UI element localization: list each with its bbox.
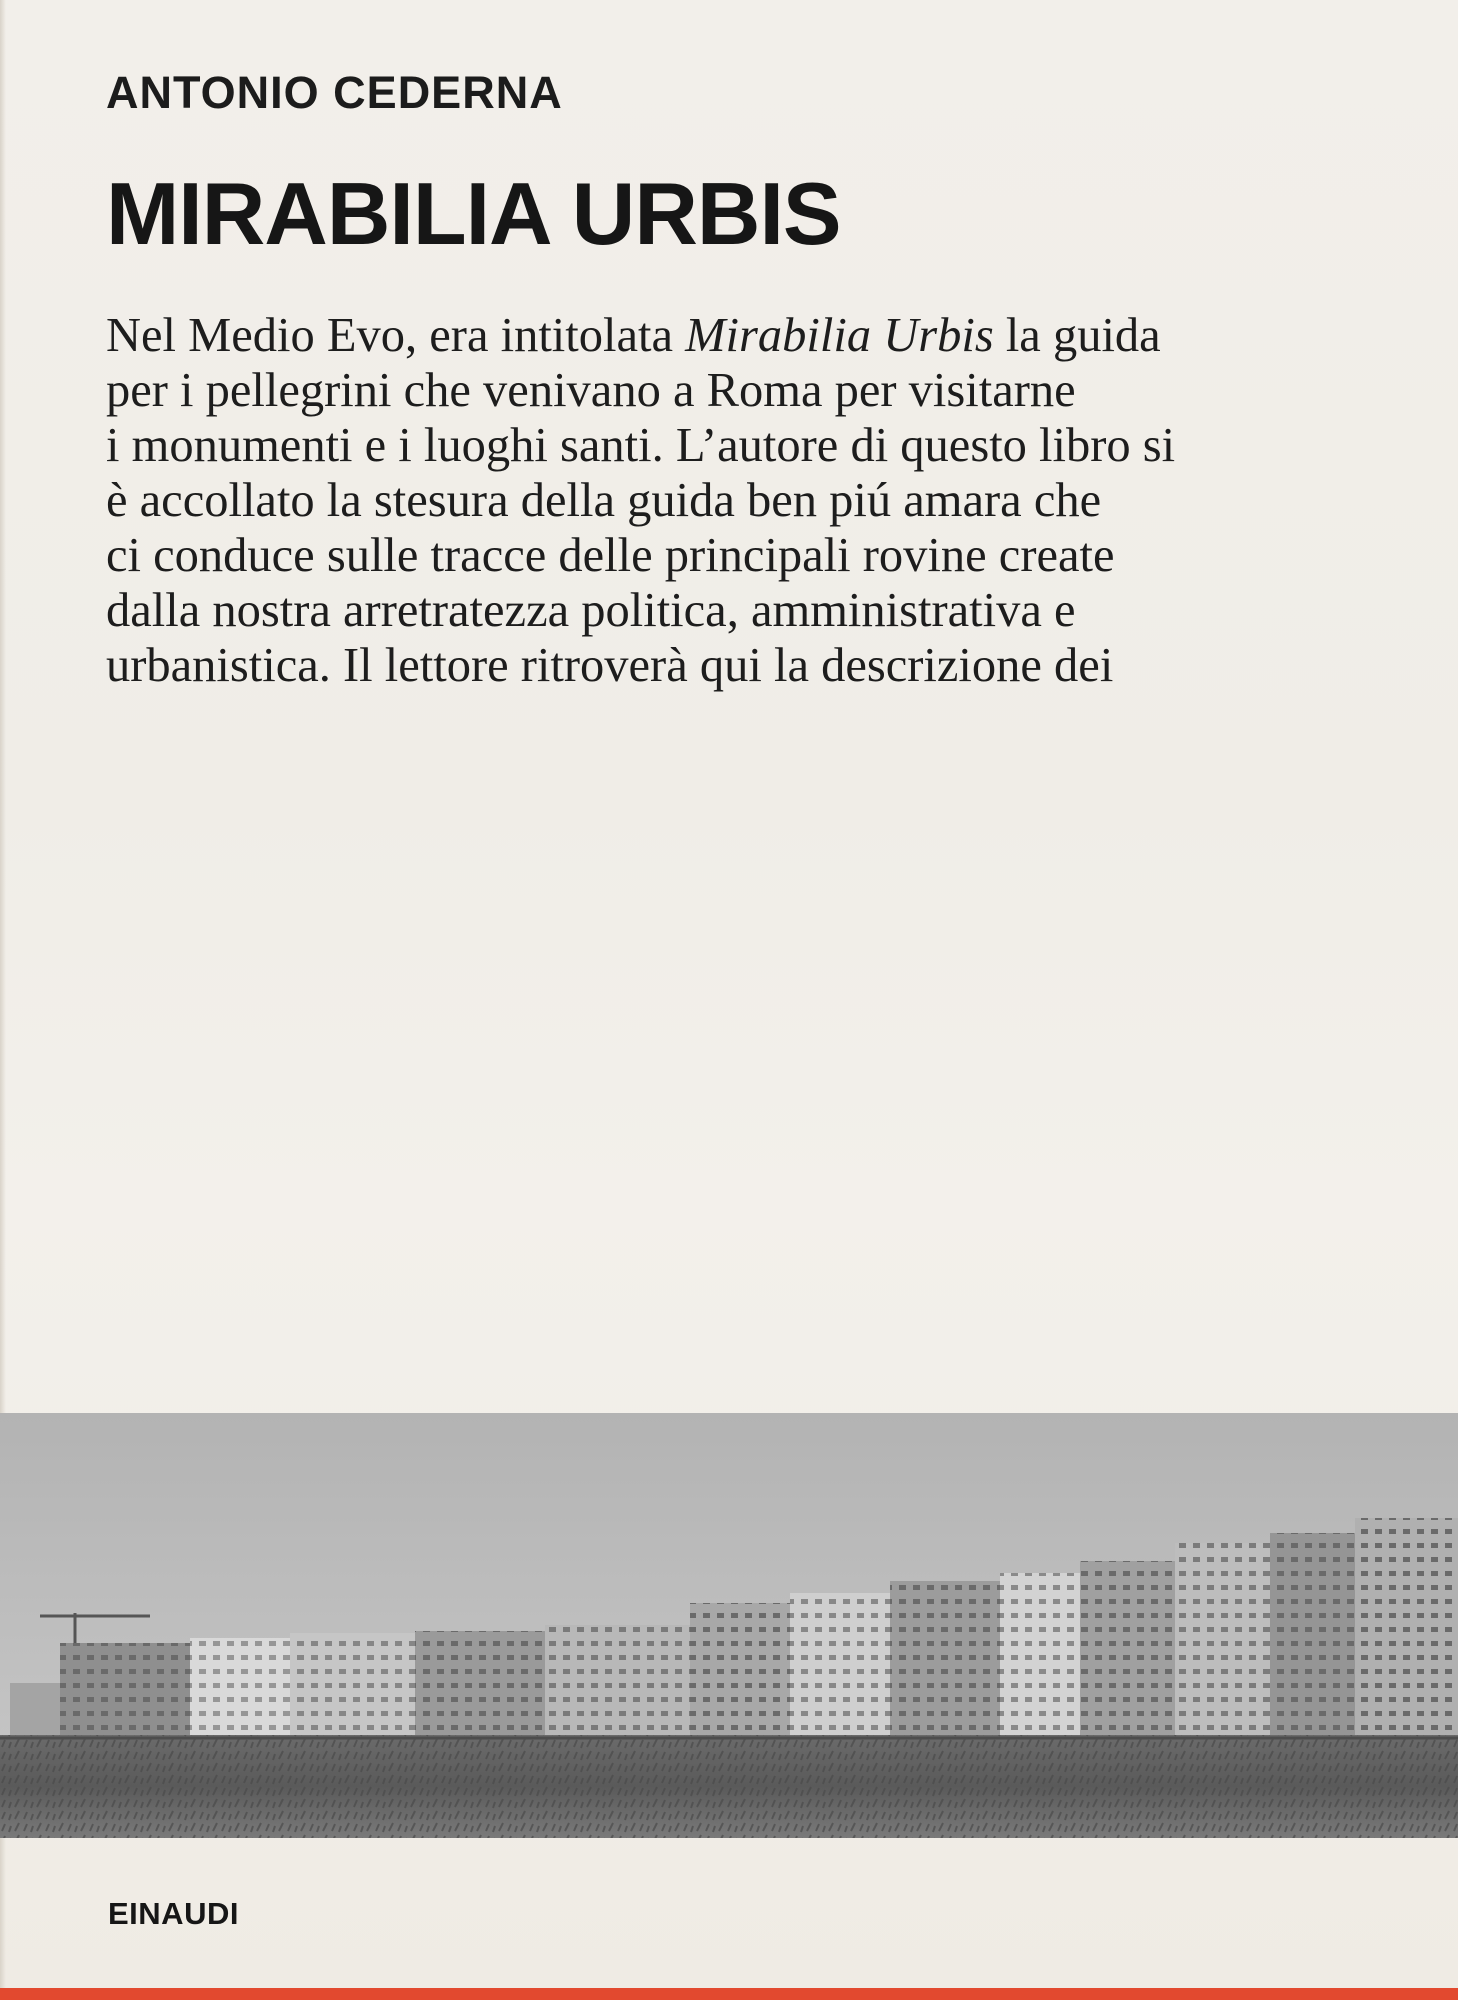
book-title: MIRABILIA URBIS [106,164,841,263]
red-page-edge [0,1988,1458,2000]
blurb-line: per i pellegrini che venivano a Roma per visitarne [106,364,1076,417]
blurb-line: ci conduce sulle tracce delle principali rovine create [106,529,1115,582]
blurb-line: è accollato la stesura della guida ben piú amara che [106,474,1102,527]
cover-photograph [0,1413,1458,1838]
apartment-blocks-photo [0,1413,1458,1838]
blurb-line: dalla nostra arretratezza politica, amministrativa e [106,584,1076,637]
blurb-line: urbanistica. Il lettore ritroverà qui la descrizione dei [106,639,1114,692]
publisher-name: EINAUDI [108,1896,239,1931]
author-name: ANTONIO CEDERNA [106,67,563,118]
blurb-line: Nel Medio Evo, era intitolata Mirabilia Urbis la guida [106,309,1161,362]
blurb-line: i monumenti e i luoghi santi. L’autore di questo libro si [106,419,1176,472]
cover-blurb [106,308,1426,693]
